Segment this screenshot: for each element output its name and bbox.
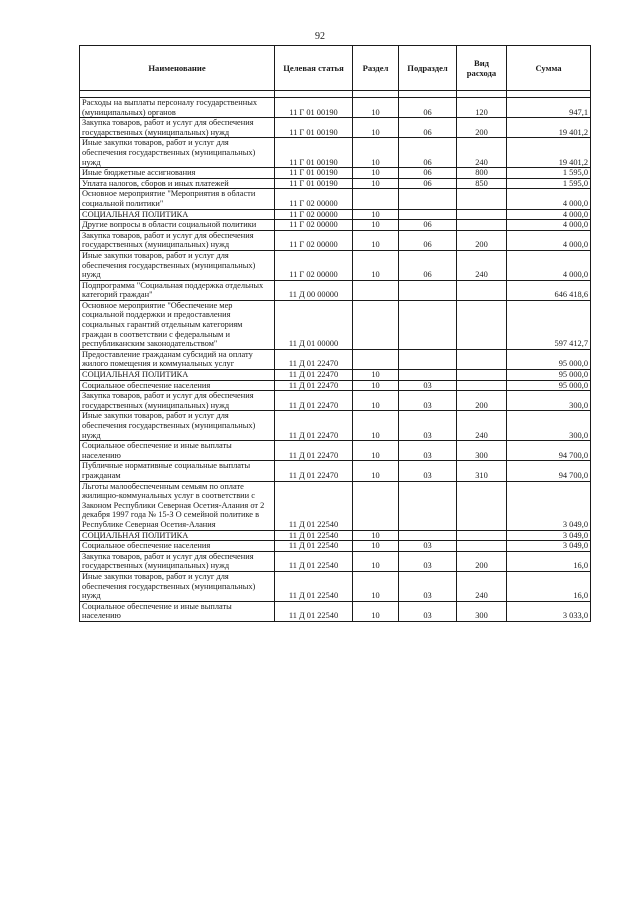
- cell-subsection: 03: [399, 441, 457, 461]
- cell-section: 10: [353, 209, 399, 220]
- cell-expense-type: [457, 530, 507, 541]
- cell-name: Предоставление гражданам субсидий на оплату жилого помещения и коммунальных услуг: [80, 349, 275, 369]
- cell-target: 11 Г 02 00000: [275, 220, 353, 231]
- cell-subsection: 03: [399, 461, 457, 481]
- table-row: [80, 571, 591, 601]
- cell-target: 11 Г 02 00000: [275, 209, 353, 220]
- cell-section: 10: [353, 98, 399, 118]
- header-subsection: Подраздел: [399, 46, 457, 91]
- cell-target: 11 Г 02 00000: [275, 230, 353, 250]
- cell-target: 11 Д 01 22470: [275, 441, 353, 461]
- cell-expense-type: 200: [457, 551, 507, 571]
- cell-target: 11 Г 01 00190: [275, 98, 353, 118]
- cell-expense-type: [457, 209, 507, 220]
- cell-target: 11 Г 01 00190: [275, 168, 353, 179]
- cell-expense-type: [457, 380, 507, 391]
- table-row: [80, 220, 591, 231]
- cell-expense-type: [457, 541, 507, 552]
- cell-amount: 947,1: [507, 98, 591, 118]
- cell-section: [353, 189, 399, 209]
- cell-amount: 4 000,0: [507, 189, 591, 209]
- cell-name: Закупка товаров, работ и услуг для обеспечения государственных (муниципальных) нужд: [80, 118, 275, 138]
- cell-name: Иные закупки товаров, работ и услуг для обеспечения государственных (муниципальных) нужд: [80, 250, 275, 280]
- cell-section: 10: [353, 168, 399, 179]
- cell-name: Иные закупки товаров, работ и услуг для обеспечения государственных (муниципальных) нужд: [80, 571, 275, 601]
- cell-target: 11 Г 02 00000: [275, 189, 353, 209]
- cell-expense-type: [457, 370, 507, 381]
- cell-amount: 3 033,0: [507, 601, 591, 621]
- cell-subsection: 03: [399, 391, 457, 411]
- cell-amount: 95 000,0: [507, 370, 591, 381]
- cell-amount: 94 700,0: [507, 441, 591, 461]
- cell-section: 10: [353, 230, 399, 250]
- cell-section: 10: [353, 220, 399, 231]
- cell-name: Закупка товаров, работ и услуг для обеспечения государственных (муниципальных) нужд: [80, 391, 275, 411]
- cell-subsection: 03: [399, 380, 457, 391]
- cell-section: [353, 481, 399, 530]
- table-row: [80, 178, 591, 189]
- table-row: [80, 481, 591, 530]
- cell-amount: 4 000,0: [507, 230, 591, 250]
- cell-name: Основное мероприятие "Обеспечение мер социальной поддержки и предоставления социальных гарантий отдельным категориям граждан в соответствии с федеральным и республиканским законодательством": [80, 300, 275, 349]
- cell-section: 10: [353, 551, 399, 571]
- table-row: [80, 209, 591, 220]
- table-row: [80, 370, 591, 381]
- header-section: Раздел: [353, 46, 399, 91]
- table-row: [80, 138, 591, 168]
- cell-section: 10: [353, 441, 399, 461]
- cell-section: 10: [353, 461, 399, 481]
- cell-target: 11 Д 01 22540: [275, 551, 353, 571]
- table-row: [80, 380, 591, 391]
- cell-target: 11 Д 01 00000: [275, 300, 353, 349]
- cell-target: 11 Д 01 22540: [275, 601, 353, 621]
- cell-name: Расходы на выплаты персоналу государственных (муниципальных) органов: [80, 98, 275, 118]
- cell-name: Другие вопросы в области социальной политики: [80, 220, 275, 231]
- cell-target: 11 Г 01 00190: [275, 178, 353, 189]
- cell-subsection: [399, 300, 457, 349]
- cell-expense-type: [457, 349, 507, 369]
- cell-subsection: 03: [399, 571, 457, 601]
- cell-section: 10: [353, 138, 399, 168]
- cell-section: 10: [353, 541, 399, 552]
- cell-expense-type: 300: [457, 601, 507, 621]
- cell-name: Закупка товаров, работ и услуг для обеспечения государственных (муниципальных) нужд: [80, 551, 275, 571]
- cell-name: Уплата налогов, сборов и иных платежей: [80, 178, 275, 189]
- cell-subsection: 03: [399, 541, 457, 552]
- cell-expense-type: 200: [457, 230, 507, 250]
- cell-amount: 95 000,0: [507, 349, 591, 369]
- cell-name: Иные закупки товаров, работ и услуг для обеспечения государственных (муниципальных) нужд: [80, 138, 275, 168]
- cell-subsection: [399, 189, 457, 209]
- cell-amount: 646 418,6: [507, 280, 591, 300]
- header-name: Наименование: [80, 46, 275, 91]
- cell-target: 11 Д 01 22540: [275, 530, 353, 541]
- table-row: [80, 300, 591, 349]
- cell-name: Публичные нормативные социальные выплаты гражданам: [80, 461, 275, 481]
- table-row: [80, 230, 591, 250]
- cell-section: 10: [353, 178, 399, 189]
- cell-name: Закупка товаров, работ и услуг для обеспечения государственных (муниципальных) нужд: [80, 230, 275, 250]
- page-number: 92: [315, 31, 325, 42]
- cell-name: Социальное обеспечение и иные выплаты населению: [80, 601, 275, 621]
- table-row: [80, 349, 591, 369]
- cell-expense-type: 240: [457, 250, 507, 280]
- cell-amount: 95 000,0: [507, 380, 591, 391]
- cell-expense-type: 240: [457, 571, 507, 601]
- cell-amount: 1 595,0: [507, 168, 591, 179]
- cell-subsection: 06: [399, 118, 457, 138]
- cell-name: Льготы малообеспеченным семьям по оплате жилищно-коммунальных услуг в соответствии с Законом Республики Северная Осетия-Алания от 2 декабря 1997 года № 15-З О семейной политике в Республике Северная Осетия-Алания: [80, 481, 275, 530]
- table-row: [80, 551, 591, 571]
- cell-section: [353, 349, 399, 369]
- cell-subsection: 06: [399, 98, 457, 118]
- cell-name: Подпрограмма "Социальная поддержка отдельных категорий граждан": [80, 280, 275, 300]
- cell-section: 10: [353, 118, 399, 138]
- cell-amount: 19 401,2: [507, 138, 591, 168]
- cell-expense-type: 200: [457, 118, 507, 138]
- cell-section: 10: [353, 250, 399, 280]
- cell-target: 11 Д 00 00000: [275, 280, 353, 300]
- cell-target: 11 Д 01 22540: [275, 571, 353, 601]
- cell-amount: 16,0: [507, 551, 591, 571]
- cell-target: 11 Г 01 00190: [275, 118, 353, 138]
- cell-name: Иные бюджетные ассигнования: [80, 168, 275, 179]
- cell-amount: 4 000,0: [507, 220, 591, 231]
- table-row: [80, 118, 591, 138]
- cell-target: 11 Д 01 22470: [275, 461, 353, 481]
- cell-amount: 94 700,0: [507, 461, 591, 481]
- header-expense-type: Вид расхода: [457, 46, 507, 91]
- header-amount: Сумма: [507, 46, 591, 91]
- cell-subsection: [399, 280, 457, 300]
- table-body: [80, 91, 591, 622]
- cell-subsection: [399, 349, 457, 369]
- cell-name: Социальное обеспечение населения: [80, 541, 275, 552]
- cell-amount: 4 000,0: [507, 209, 591, 220]
- cell-section: 10: [353, 571, 399, 601]
- cell-expense-type: 240: [457, 138, 507, 168]
- cell-subsection: 06: [399, 178, 457, 189]
- cell-subsection: 06: [399, 230, 457, 250]
- cell-name: Социальное обеспечение и иные выплаты населению: [80, 441, 275, 461]
- cell-amount: 19 401,2: [507, 118, 591, 138]
- cell-section: [353, 300, 399, 349]
- cell-expense-type: 200: [457, 391, 507, 411]
- cell-target: 11 Д 01 22470: [275, 391, 353, 411]
- cell-target: 11 Д 01 22540: [275, 481, 353, 530]
- cell-target: 11 Д 01 22540: [275, 541, 353, 552]
- cell-expense-type: [457, 300, 507, 349]
- table-row: [80, 541, 591, 552]
- cell-amount: 3 049,0: [507, 530, 591, 541]
- table-row: [80, 280, 591, 300]
- cell-subsection: 03: [399, 551, 457, 571]
- cell-expense-type: [457, 189, 507, 209]
- table-header-row: [80, 46, 591, 91]
- cell-name: СОЦИАЛЬНАЯ ПОЛИТИКА: [80, 209, 275, 220]
- cell-expense-type: 850: [457, 178, 507, 189]
- table-row: [80, 530, 591, 541]
- cell-amount: 300,0: [507, 411, 591, 441]
- header-target: Целевая статья: [275, 46, 353, 91]
- cell-name: Основное мероприятие "Мероприятия в области социальной политики": [80, 189, 275, 209]
- cell-amount: 597 412,7: [507, 300, 591, 349]
- cell-name: Социальное обеспечение населения: [80, 380, 275, 391]
- cell-subsection: [399, 530, 457, 541]
- cell-target: 11 Г 02 00000: [275, 250, 353, 280]
- cell-amount: 1 595,0: [507, 178, 591, 189]
- cell-amount: 3 049,0: [507, 541, 591, 552]
- cell-expense-type: 310: [457, 461, 507, 481]
- table-row: [80, 98, 591, 118]
- cell-subsection: 06: [399, 168, 457, 179]
- cell-target: 11 Г 01 00190: [275, 138, 353, 168]
- cell-name: Иные закупки товаров, работ и услуг для обеспечения государственных (муниципальных) нужд: [80, 411, 275, 441]
- cell-section: 10: [353, 530, 399, 541]
- spacer-row: [80, 91, 591, 98]
- cell-section: 10: [353, 411, 399, 441]
- table-row: [80, 441, 591, 461]
- cell-amount: 300,0: [507, 391, 591, 411]
- cell-expense-type: 300: [457, 441, 507, 461]
- cell-subsection: [399, 209, 457, 220]
- budget-table: [79, 45, 591, 622]
- table-row: [80, 411, 591, 441]
- cell-expense-type: [457, 280, 507, 300]
- cell-expense-type: [457, 220, 507, 231]
- cell-subsection: 03: [399, 411, 457, 441]
- cell-subsection: 03: [399, 601, 457, 621]
- cell-expense-type: 240: [457, 411, 507, 441]
- cell-target: 11 Д 01 22470: [275, 411, 353, 441]
- cell-name: СОЦИАЛЬНАЯ ПОЛИТИКА: [80, 370, 275, 381]
- cell-target: 11 Д 01 22470: [275, 370, 353, 381]
- cell-amount: 3 049,0: [507, 481, 591, 530]
- cell-expense-type: 120: [457, 98, 507, 118]
- cell-section: [353, 280, 399, 300]
- cell-subsection: 06: [399, 220, 457, 231]
- cell-section: 10: [353, 391, 399, 411]
- cell-section: 10: [353, 370, 399, 381]
- cell-amount: 16,0: [507, 571, 591, 601]
- cell-subsection: [399, 370, 457, 381]
- table-row: [80, 461, 591, 481]
- cell-subsection: [399, 481, 457, 530]
- table-row: [80, 601, 591, 621]
- table-row: [80, 189, 591, 209]
- cell-target: 11 Д 01 22470: [275, 380, 353, 391]
- cell-name: СОЦИАЛЬНАЯ ПОЛИТИКА: [80, 530, 275, 541]
- cell-subsection: 06: [399, 138, 457, 168]
- cell-expense-type: [457, 481, 507, 530]
- cell-section: 10: [353, 380, 399, 391]
- cell-expense-type: 800: [457, 168, 507, 179]
- cell-target: 11 Д 01 22470: [275, 349, 353, 369]
- table-row: [80, 391, 591, 411]
- cell-subsection: 06: [399, 250, 457, 280]
- cell-section: 10: [353, 601, 399, 621]
- cell-amount: 4 000,0: [507, 250, 591, 280]
- table-row: [80, 168, 591, 179]
- table-row: [80, 250, 591, 280]
